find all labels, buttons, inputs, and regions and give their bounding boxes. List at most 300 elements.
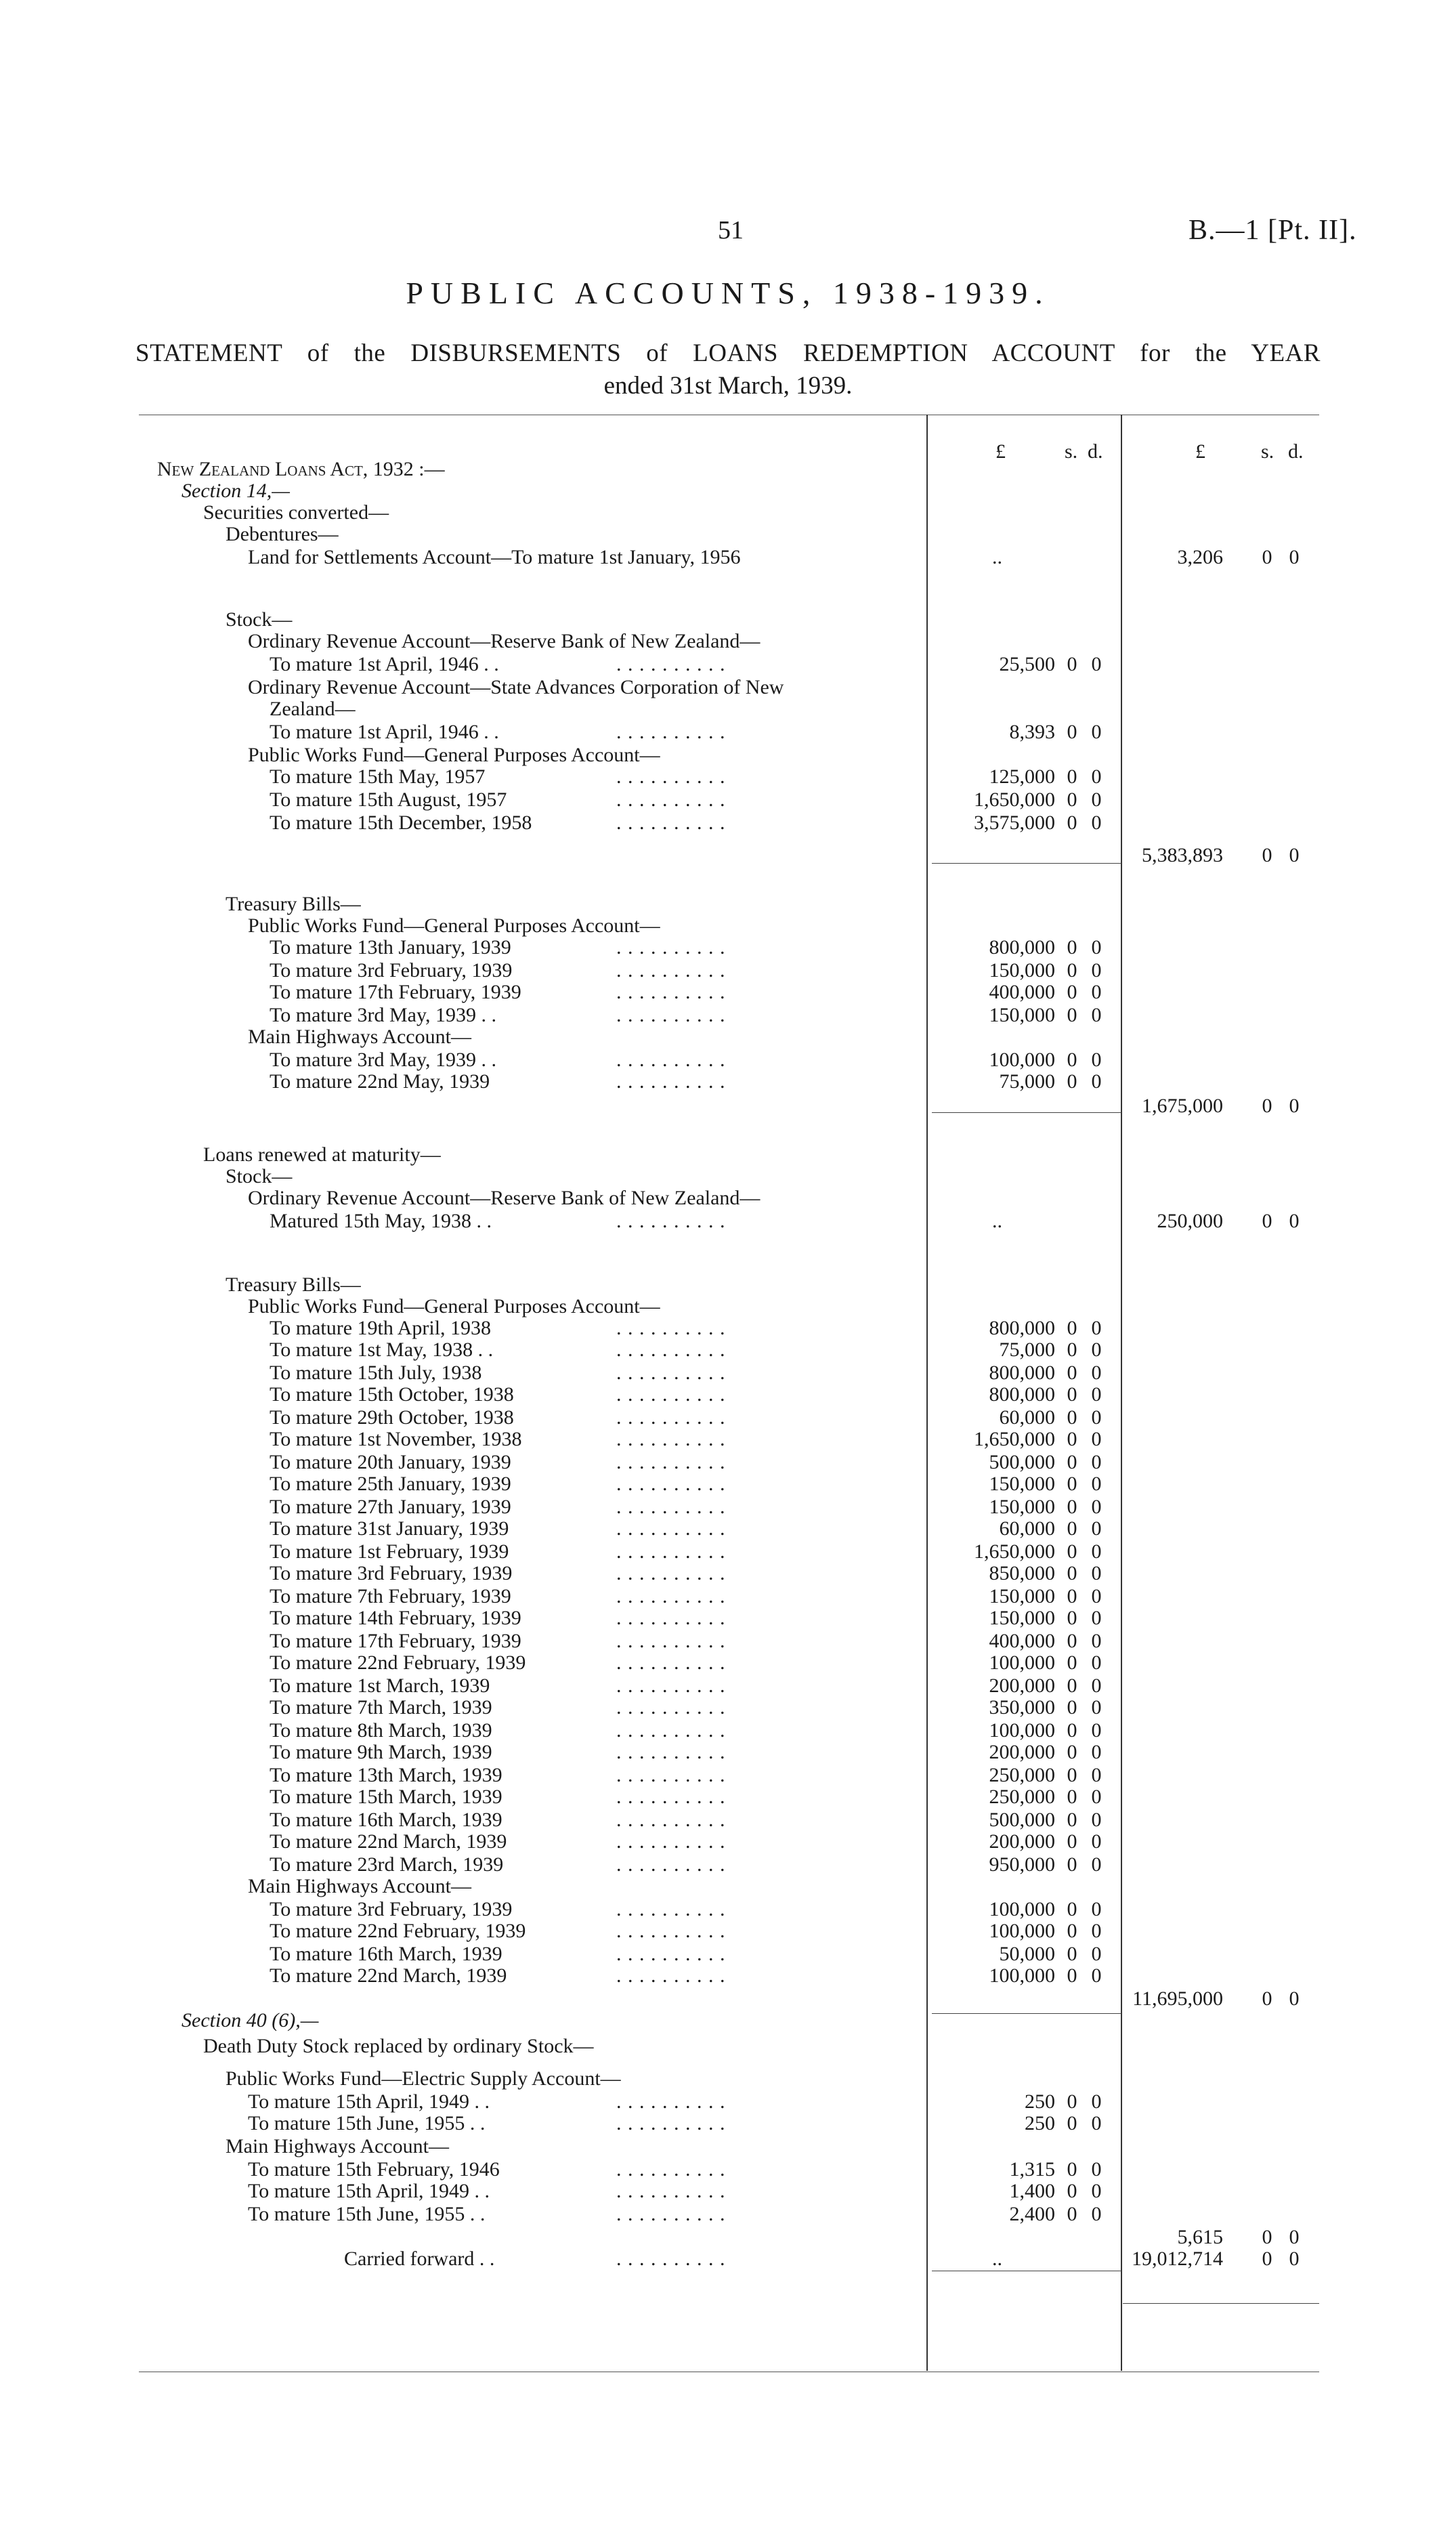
row-label: Securities converted— xyxy=(203,501,389,524)
amount-pence: 0 xyxy=(1091,1585,1102,1607)
row-label: Zealand— xyxy=(270,698,356,720)
amount-pence: 0 xyxy=(1091,1741,1102,1763)
row-label: To mature 31st January, 1939 xyxy=(270,1517,509,1540)
amount-pence: 0 xyxy=(1091,812,1102,834)
amount-pounds: 800,000 xyxy=(989,1383,1055,1406)
dot-leader: . . . . . . . . . . xyxy=(616,1607,726,1629)
total-pounds: 5,383,893 xyxy=(1142,844,1223,866)
row-label: To mature 3rd February, 1939 xyxy=(270,1898,513,1920)
total-shillings: 0 xyxy=(1262,546,1272,568)
row-label: Carried forward . . xyxy=(344,2248,495,2270)
dot-leader: . . . . . . . . . . xyxy=(616,2090,726,2113)
amount-shillings: 0 xyxy=(1067,1406,1077,1429)
amount-shillings: 0 xyxy=(1067,936,1077,958)
row-label: Public Works Fund—General Purposes Account— xyxy=(248,914,660,937)
amount-pounds: 100,000 xyxy=(989,1651,1055,1674)
ledger-row xyxy=(0,1026,1456,1049)
ledger-row xyxy=(0,893,1456,916)
ledger-row xyxy=(0,1143,1456,1166)
ledger-row xyxy=(0,1585,1456,1608)
amount-pence: 0 xyxy=(1091,1786,1102,1808)
dot-leader: . . . . . . . . . . xyxy=(616,1674,726,1697)
ledger-row xyxy=(0,1943,1456,1966)
total-shillings: 0 xyxy=(1262,1095,1272,1117)
row-label: To mature 3rd May, 1939 . . xyxy=(270,1004,497,1026)
ledger-row xyxy=(0,1562,1456,1585)
row-label: To mature 15th April, 1949 . . xyxy=(248,2180,490,2202)
amount-pounds: 25,500 xyxy=(999,653,1055,675)
amount-pence: 0 xyxy=(1091,1943,1102,1965)
page-number: 51 xyxy=(718,216,744,245)
row-label: To mature 1st May, 1938 . . xyxy=(270,1339,494,1361)
amount-shillings: 0 xyxy=(1067,788,1077,811)
amount-pounds: 3,575,000 xyxy=(974,812,1055,834)
amount-pounds: 100,000 xyxy=(989,1049,1055,1071)
dot-leader: . . . . . . . . . . xyxy=(616,1362,726,1384)
amount-pence: 0 xyxy=(1091,959,1102,982)
amount-pounds: 950,000 xyxy=(989,1853,1055,1876)
ledger-row xyxy=(0,1898,1456,1921)
dot-leader: . . . . . . . . . . xyxy=(616,936,726,958)
ledger-row xyxy=(0,630,1456,653)
row-label: To mature 22nd February, 1939 xyxy=(270,1651,526,1674)
amount-shillings: 0 xyxy=(1067,1585,1077,1607)
total-pence: 0 xyxy=(1289,2248,1300,2270)
amount-pounds: 400,000 xyxy=(989,1630,1055,1652)
dot-leader: . . . . . . . . . . xyxy=(616,1786,726,1808)
row-label: To mature 20th January, 1939 xyxy=(270,1451,511,1473)
amount-placeholder: .. xyxy=(992,546,1002,568)
total-pence: 0 xyxy=(1289,1987,1300,2010)
amount-pounds: 800,000 xyxy=(989,1317,1055,1339)
row-label: Loans renewed at maturity— xyxy=(203,1143,441,1166)
dot-leader: . . . . . . . . . . xyxy=(616,1517,726,1540)
subtotal-row xyxy=(0,1987,1456,2010)
ledger-row xyxy=(0,1496,1456,1519)
ledger-row xyxy=(0,981,1456,1004)
ledger-row xyxy=(0,1049,1456,1072)
ledger-row xyxy=(0,1786,1456,1809)
row-label: To mature 13th March, 1939 xyxy=(270,1764,502,1786)
ledger-row xyxy=(0,2067,1456,2090)
dot-leader: . . . . . . . . . . xyxy=(616,2203,726,2225)
amount-pence: 0 xyxy=(1091,1830,1102,1853)
row-label: To mature 13th January, 1939 xyxy=(270,936,511,958)
dot-leader: . . . . . . . . . . xyxy=(616,1406,726,1429)
amount-pounds: 200,000 xyxy=(989,1741,1055,1763)
total-shillings: 0 xyxy=(1262,1210,1272,1232)
amount-pence: 0 xyxy=(1091,1540,1102,1563)
row-label: To mature 19th April, 1938 xyxy=(270,1317,492,1339)
amount-shillings: 0 xyxy=(1067,1786,1077,1808)
ledger-row xyxy=(0,1764,1456,1787)
amount-pence: 0 xyxy=(1091,1383,1102,1406)
row-label: To mature 9th March, 1939 xyxy=(270,1741,492,1763)
ledger-row xyxy=(0,2009,1456,2032)
dot-leader: . . . . . . . . . . xyxy=(616,1428,726,1450)
row-label: To mature 15th April, 1949 . . xyxy=(248,2090,490,2113)
amount-pence: 0 xyxy=(1091,788,1102,811)
ledger-row xyxy=(0,1830,1456,1853)
amount-pounds: 250 xyxy=(1025,2112,1055,2134)
dot-leader: . . . . . . . . . . xyxy=(616,1696,726,1719)
dot-leader: . . . . . . . . . . xyxy=(616,1719,726,1742)
dot-leader: . . . . . . . . . . xyxy=(616,1070,726,1093)
amount-pounds: 100,000 xyxy=(989,1964,1055,1987)
ledger-row xyxy=(0,1540,1456,1563)
ledger-row xyxy=(0,936,1456,959)
ledger-row xyxy=(0,698,1456,721)
amount-shillings: 0 xyxy=(1067,1920,1077,1942)
dot-leader: . . . . . . . . . . xyxy=(616,1339,726,1361)
subtotal-row xyxy=(0,844,1456,867)
total-pounds: 19,012,714 xyxy=(1132,2248,1223,2270)
dot-leader: . . . . . . . . . . xyxy=(616,1004,726,1026)
col2-shilling-header: s. xyxy=(1261,440,1275,463)
total-shillings: 0 xyxy=(1262,2248,1272,2270)
row-label: To mature 15th August, 1957 xyxy=(270,788,507,811)
amount-pounds: 400,000 xyxy=(989,981,1055,1003)
amount-pence: 0 xyxy=(1091,1517,1102,1540)
amount-pence: 0 xyxy=(1091,1964,1102,1987)
amount-pounds: 100,000 xyxy=(989,1719,1055,1742)
row-label: To mature 15th July, 1938 xyxy=(270,1362,482,1384)
ledger-row xyxy=(0,676,1456,699)
amount-shillings: 0 xyxy=(1067,1630,1077,1652)
ledger-row xyxy=(0,1165,1456,1188)
row-label: To mature 3rd February, 1939 xyxy=(270,1562,513,1584)
total-pence: 0 xyxy=(1289,1210,1300,1232)
ledger-row xyxy=(0,2248,1456,2271)
ledger-row xyxy=(0,2090,1456,2113)
amount-pence: 0 xyxy=(1091,653,1102,675)
amount-shillings: 0 xyxy=(1067,1317,1077,1339)
dot-leader: . . . . . . . . . . xyxy=(616,812,726,834)
row-label: To mature 15th October, 1938 xyxy=(270,1383,514,1406)
amount-pounds: 800,000 xyxy=(989,1362,1055,1384)
row-label: Matured 15th May, 1938 . . xyxy=(270,1210,492,1232)
total-pence: 0 xyxy=(1289,546,1300,568)
ledger-row xyxy=(0,1210,1456,1233)
amount-pounds: 200,000 xyxy=(989,1830,1055,1853)
row-label: Death Duty Stock replaced by ordinary Stock— xyxy=(203,2035,594,2057)
row-label: Treasury Bills— xyxy=(226,893,361,915)
total-pence: 0 xyxy=(1289,2226,1300,2248)
amount-pence: 0 xyxy=(1091,1451,1102,1473)
amount-pence: 0 xyxy=(1091,765,1102,788)
amount-pounds: 800,000 xyxy=(989,936,1055,958)
dot-leader: . . . . . . . . . . xyxy=(616,1540,726,1563)
ledger-row xyxy=(0,1428,1456,1451)
dot-leader: . . . . . . . . . . xyxy=(616,653,726,675)
amount-pounds: 75,000 xyxy=(999,1070,1055,1093)
dot-leader: . . . . . . . . . . xyxy=(616,1630,726,1652)
ledger-row xyxy=(0,1383,1456,1406)
amount-shillings: 0 xyxy=(1067,1943,1077,1965)
ledger-row xyxy=(0,1295,1456,1318)
amount-pounds: 150,000 xyxy=(989,1004,1055,1026)
amount-shillings: 0 xyxy=(1067,721,1077,743)
dot-leader: . . . . . . . . . . xyxy=(616,1496,726,1518)
dot-leader: . . . . . . . . . . xyxy=(616,1451,726,1473)
amount-shillings: 0 xyxy=(1067,1383,1077,1406)
row-label: Main Highways Account— xyxy=(226,2135,449,2157)
dot-leader: . . . . . . . . . . xyxy=(616,1383,726,1406)
amount-pence: 0 xyxy=(1091,1406,1102,1429)
ledger-row xyxy=(0,458,1456,481)
row-label: To mature 1st April, 1946 . . xyxy=(270,721,499,743)
row-label: To mature 29th October, 1938 xyxy=(270,1406,514,1429)
dot-leader: . . . . . . . . . . xyxy=(616,1809,726,1831)
dot-leader: . . . . . . . . . . xyxy=(616,1585,726,1607)
amount-shillings: 0 xyxy=(1067,1607,1077,1629)
row-label: Main Highways Account— xyxy=(248,1026,471,1048)
ledger-row xyxy=(0,744,1456,767)
row-label: To mature 14th February, 1939 xyxy=(270,1607,521,1629)
amount-shillings: 0 xyxy=(1067,653,1077,675)
amount-shillings: 0 xyxy=(1067,2112,1077,2134)
ledger-row xyxy=(0,1741,1456,1764)
total-pounds: 1,675,000 xyxy=(1142,1095,1223,1117)
total-rule xyxy=(1123,2303,1319,2304)
row-label: Public Works Fund—General Purposes Account— xyxy=(248,744,660,766)
amount-pence: 0 xyxy=(1091,1764,1102,1786)
amount-pounds: 1,650,000 xyxy=(974,1428,1055,1450)
amount-pence: 0 xyxy=(1091,1473,1102,1495)
amount-shillings: 0 xyxy=(1067,1741,1077,1763)
amount-pence: 0 xyxy=(1091,1920,1102,1942)
row-label: To mature 15th December, 1958 xyxy=(270,812,532,834)
dot-leader: . . . . . . . . . . xyxy=(616,1562,726,1584)
dot-leader: . . . . . . . . . . xyxy=(616,721,726,743)
ledger-row xyxy=(0,653,1456,676)
ledger-row xyxy=(0,1517,1456,1540)
row-label: To mature 17th February, 1939 xyxy=(270,981,521,1003)
amount-pounds: 100,000 xyxy=(989,1898,1055,1920)
amount-pence: 0 xyxy=(1091,2180,1102,2202)
dot-leader: . . . . . . . . . . xyxy=(616,1210,726,1232)
dot-leader: . . . . . . . . . . xyxy=(616,1317,726,1339)
amount-pounds: 150,000 xyxy=(989,1607,1055,1629)
dot-leader: . . . . . . . . . . xyxy=(616,788,726,811)
ledger-row xyxy=(0,2112,1456,2135)
amount-pounds: 2,400 xyxy=(1009,2203,1055,2225)
ledger-row xyxy=(0,1875,1456,1898)
row-label: To mature 15th June, 1955 . . xyxy=(248,2203,486,2225)
amount-pence: 0 xyxy=(1091,1853,1102,1876)
ledger-row xyxy=(0,1809,1456,1832)
amount-pounds: 8,393 xyxy=(1009,721,1055,743)
amount-placeholder: .. xyxy=(992,1210,1002,1232)
amount-shillings: 0 xyxy=(1067,1898,1077,1920)
amount-shillings: 0 xyxy=(1067,1451,1077,1473)
amount-shillings: 0 xyxy=(1067,1562,1077,1584)
amount-pence: 0 xyxy=(1091,1317,1102,1339)
amount-pence: 0 xyxy=(1091,1562,1102,1584)
amount-placeholder: .. xyxy=(992,2248,1002,2270)
amount-pence: 0 xyxy=(1091,1898,1102,1920)
amount-pence: 0 xyxy=(1091,2203,1102,2225)
total-shillings: 0 xyxy=(1262,1987,1272,2010)
dot-leader: . . . . . . . . . . xyxy=(616,1651,726,1674)
ledger-row xyxy=(0,1187,1456,1210)
dot-leader: . . . . . . . . . . xyxy=(616,2248,726,2270)
ledger-row xyxy=(0,1920,1456,1943)
total-pence: 0 xyxy=(1289,1095,1300,1117)
ledger-row xyxy=(0,2203,1456,2226)
statement-period: ended 31st March, 1939. xyxy=(603,372,853,400)
row-label: To mature 15th March, 1939 xyxy=(270,1786,502,1808)
amount-shillings: 0 xyxy=(1067,1674,1077,1697)
amount-pounds: 125,000 xyxy=(989,765,1055,788)
row-label: Debentures— xyxy=(226,523,339,545)
row-label: To mature 3rd May, 1939 . . xyxy=(270,1049,497,1071)
page-title: PUBLIC ACCOUNTS, 1938-1939. xyxy=(406,276,1050,310)
ledger-row xyxy=(0,608,1456,631)
dot-leader: . . . . . . . . . . xyxy=(616,1741,726,1763)
ledger-row xyxy=(0,480,1456,503)
amount-pounds: 200,000 xyxy=(989,1674,1055,1697)
dot-leader: . . . . . . . . . . xyxy=(616,959,726,982)
amount-shillings: 0 xyxy=(1067,1473,1077,1495)
ledger-row xyxy=(0,1273,1456,1297)
row-label: To mature 8th March, 1939 xyxy=(270,1719,492,1742)
amount-shillings: 0 xyxy=(1067,1853,1077,1876)
row-label: To mature 27th January, 1939 xyxy=(270,1496,511,1518)
row-label: Section 14,— xyxy=(181,480,290,502)
amount-shillings: 0 xyxy=(1067,1964,1077,1987)
amount-shillings: 0 xyxy=(1067,2090,1077,2113)
total-pounds: 250,000 xyxy=(1157,1210,1223,1232)
total-shillings: 0 xyxy=(1262,2226,1272,2248)
amount-pence: 0 xyxy=(1091,1004,1102,1026)
ledger-row xyxy=(0,2035,1456,2058)
row-label: Stock— xyxy=(226,1165,293,1187)
ledger-row xyxy=(0,1406,1456,1429)
row-label: Public Works Fund—Electric Supply Account— xyxy=(226,2067,621,2090)
subtotal-row xyxy=(0,1095,1456,1118)
row-label: To mature 15th February, 1946 xyxy=(248,2158,500,2181)
ledger-row xyxy=(0,1696,1456,1719)
amount-pounds: 1,315 xyxy=(1009,2158,1055,2181)
total-shillings: 0 xyxy=(1262,844,1272,866)
row-label: To mature 25th January, 1939 xyxy=(270,1473,511,1495)
ledger-row xyxy=(0,1607,1456,1630)
col1-shilling-header: s. xyxy=(1065,440,1078,463)
amount-pence: 0 xyxy=(1091,1809,1102,1831)
ledger-row xyxy=(0,1651,1456,1674)
amount-pence: 0 xyxy=(1091,1719,1102,1742)
row-label: New Zealand Loans Act, 1932 :— xyxy=(157,458,445,480)
amount-pounds: 60,000 xyxy=(999,1517,1055,1540)
amount-pence: 0 xyxy=(1091,1607,1102,1629)
ledger-row xyxy=(0,1004,1456,1027)
dot-leader: . . . . . . . . . . xyxy=(616,2180,726,2202)
row-label: To mature 23rd March, 1939 xyxy=(270,1853,504,1876)
amount-shillings: 0 xyxy=(1067,2203,1077,2225)
amount-pounds: 350,000 xyxy=(989,1696,1055,1719)
dot-leader: . . . . . . . . . . xyxy=(616,2112,726,2134)
subtotal-rule xyxy=(932,1112,1121,1113)
amount-pence: 0 xyxy=(1091,721,1102,743)
ledger-row xyxy=(0,546,1456,569)
row-label: Land for Settlements Account—To mature 1st January, 1956 xyxy=(248,546,741,568)
row-label: To mature 22nd March, 1939 xyxy=(270,1830,507,1853)
amount-pounds: 150,000 xyxy=(989,959,1055,982)
row-label: To mature 1st November, 1938 xyxy=(270,1428,522,1450)
amount-shillings: 0 xyxy=(1067,1362,1077,1384)
ledger-row xyxy=(0,1719,1456,1742)
amount-shillings: 0 xyxy=(1067,1517,1077,1540)
amount-pounds: 150,000 xyxy=(989,1496,1055,1518)
amount-pounds: 1,400 xyxy=(1009,2180,1055,2202)
row-label: Main Highways Account— xyxy=(248,1875,471,1897)
ledger-row xyxy=(0,1473,1456,1496)
dot-leader: . . . . . . . . . . xyxy=(616,1764,726,1786)
amount-pence: 0 xyxy=(1091,1339,1102,1361)
row-label: To mature 1st February, 1939 xyxy=(270,1540,509,1563)
dot-leader: . . . . . . . . . . xyxy=(616,981,726,1003)
row-label: To mature 3rd February, 1939 xyxy=(270,959,513,982)
document-reference: B.—1 [Pt. II]. xyxy=(1189,215,1357,246)
ledger-row xyxy=(0,812,1456,835)
dot-leader: . . . . . . . . . . xyxy=(616,1898,726,1920)
row-label: Ordinary Revenue Account—Reserve Bank of New Zealand— xyxy=(248,1187,761,1209)
row-label: To mature 7th March, 1939 xyxy=(270,1696,492,1719)
row-label: Public Works Fund—General Purposes Account— xyxy=(248,1295,660,1318)
total-pounds: 3,206 xyxy=(1177,546,1223,568)
ledger-row xyxy=(0,1964,1456,1987)
amount-pounds: 100,000 xyxy=(989,1920,1055,1942)
amount-pounds: 150,000 xyxy=(989,1585,1055,1607)
row-label: To mature 7th February, 1939 xyxy=(270,1585,511,1607)
amount-pence: 0 xyxy=(1091,2090,1102,2113)
amount-shillings: 0 xyxy=(1067,981,1077,1003)
row-label: To mature 22nd February, 1939 xyxy=(270,1920,526,1942)
amount-pounds: 1,650,000 xyxy=(974,1540,1055,1563)
dot-leader: . . . . . . . . . . xyxy=(616,765,726,788)
amount-pounds: 500,000 xyxy=(989,1809,1055,1831)
dot-leader: . . . . . . . . . . xyxy=(616,2158,726,2181)
dot-leader: . . . . . . . . . . xyxy=(616,1920,726,1942)
amount-pence: 0 xyxy=(1091,1362,1102,1384)
subtotal-rule xyxy=(932,2013,1121,2014)
dot-leader: . . . . . . . . . . xyxy=(616,1473,726,1495)
amount-pounds: 1,650,000 xyxy=(974,788,1055,811)
ledger-row xyxy=(0,1674,1456,1698)
amount-pounds: 250 xyxy=(1025,2090,1055,2113)
amount-shillings: 0 xyxy=(1067,1540,1077,1563)
ledger-row xyxy=(0,2180,1456,2203)
amount-shillings: 0 xyxy=(1067,1696,1077,1719)
amount-pence: 0 xyxy=(1091,1070,1102,1093)
col1-pound-header: £ xyxy=(995,440,1006,463)
amount-shillings: 0 xyxy=(1067,1428,1077,1450)
row-label: To mature 16th March, 1939 xyxy=(270,1809,502,1831)
total-pence: 0 xyxy=(1289,844,1300,866)
ledger-row xyxy=(0,1070,1456,1093)
amount-pence: 0 xyxy=(1091,2112,1102,2134)
ledger-row xyxy=(0,2135,1456,2158)
ledger-row xyxy=(0,2158,1456,2181)
amount-shillings: 0 xyxy=(1067,765,1077,788)
dot-leader: . . . . . . . . . . xyxy=(616,1853,726,1876)
dot-leader: . . . . . . . . . . xyxy=(616,1049,726,1071)
row-label: Stock— xyxy=(226,608,293,631)
amount-shillings: 0 xyxy=(1067,1651,1077,1674)
amount-shillings: 0 xyxy=(1067,1809,1077,1831)
col2-pence-header: d. xyxy=(1288,440,1304,463)
